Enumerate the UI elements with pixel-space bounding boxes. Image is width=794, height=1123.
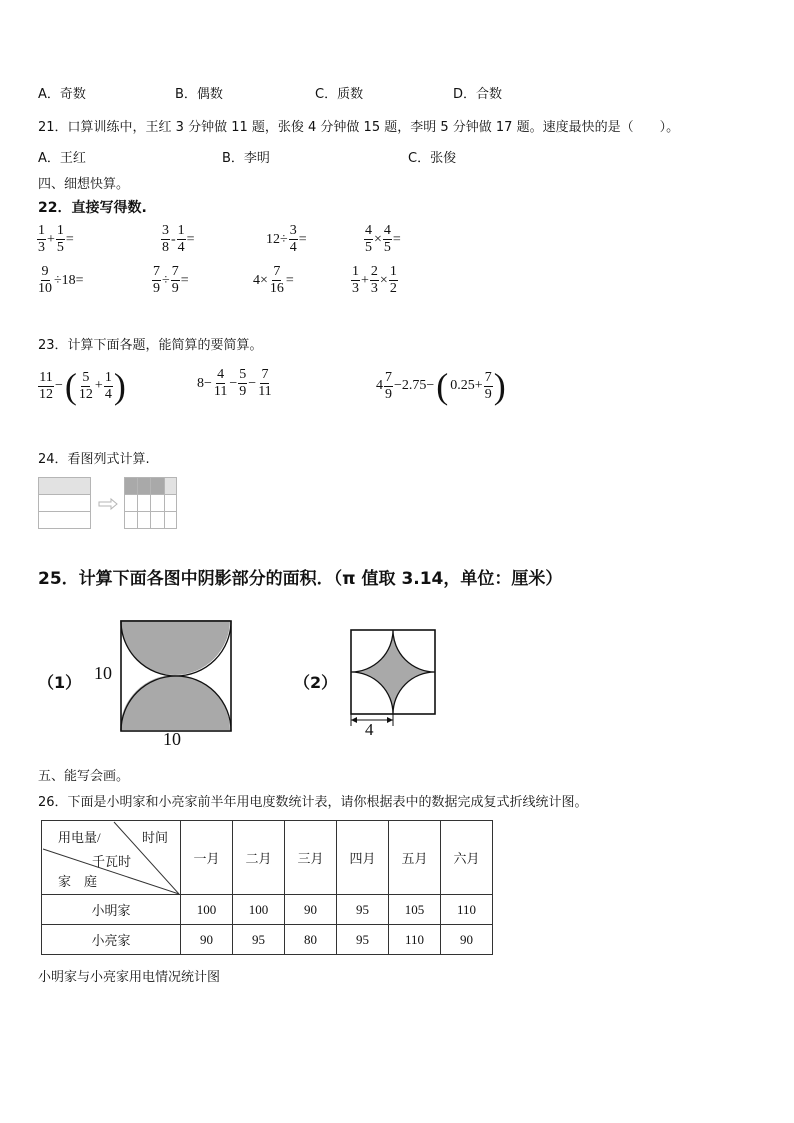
q25-title: 25．计算下面各图中阴影部分的面积．（π 值取 3.14，单位：厘米） xyxy=(38,569,563,589)
table-cell: 110 xyxy=(389,925,441,955)
q24-left-bar xyxy=(39,478,91,529)
q21-option-a: A．王红 xyxy=(38,151,86,166)
q23-expr-3: 4 $\frac{7}{9}$ −2.75− ( 0.25+ $\frac{7}{9}$ ) xyxy=(376,366,506,406)
header-bottom: 家 庭 xyxy=(58,874,98,889)
section-4-heading: 四、细想快算。 xyxy=(38,177,130,192)
header-top-left: 用电量/ xyxy=(58,830,101,845)
table-header-row xyxy=(42,821,493,895)
q22-item-1: $\frac{1}{3}$ + $\frac{1}{5}$ = xyxy=(38,223,74,255)
q22-item-3: 12÷ $\frac{3}{4}$ = xyxy=(266,223,307,255)
q23-title: 23．计算下面各题，能简算的要简算。 xyxy=(38,338,263,353)
q22-item-7: 4× $\frac{7}{16}$ = xyxy=(253,264,294,296)
month-header: 三月 xyxy=(285,821,337,895)
q22-title: 22．直接写得数. xyxy=(38,200,147,216)
q21-option-b: B．李明 xyxy=(222,151,270,166)
q20-option-b: B．偶数 xyxy=(175,87,223,102)
q22-item-2: $\frac{3}{8}$ - $\frac{1}{4}$ = xyxy=(162,223,195,255)
q22-item-8: $\frac{1}{3}$ + $\frac{2}{3}$ × $\frac{1}{2}$ xyxy=(352,264,397,296)
q21-question: 21．口算训练中，王红 3 分钟做 11 题，张俊 4 分钟做 15 题，李明 5 分钟做 17 题。速度最快的是（ ）。 xyxy=(38,120,680,135)
month-header: 四月 xyxy=(337,821,389,895)
table-cell: 95 xyxy=(337,895,389,925)
q25-figure-2 xyxy=(348,628,440,728)
row-label: 小明家 xyxy=(42,895,181,925)
table-cell: 100 xyxy=(181,895,233,925)
q20-option-c: C．质数 xyxy=(315,87,364,102)
q22-item-4: $\frac{4}{5}$ × $\frac{4}{5}$ = xyxy=(365,223,401,255)
q25-fig1-bottom-length: 10 xyxy=(163,729,181,749)
q22-item-5: $\frac{9}{10}$ ÷18= xyxy=(38,264,84,296)
table-cell: 100 xyxy=(233,895,285,925)
table-row xyxy=(42,895,493,925)
table-cell: 105 xyxy=(389,895,441,925)
electricity-table xyxy=(41,820,493,955)
table-cell: 90 xyxy=(285,895,337,925)
table-cell: 95 xyxy=(233,925,285,955)
month-header: 五月 xyxy=(389,821,441,895)
q21-option-c: C．张俊 xyxy=(408,151,457,166)
table-cell: 110 xyxy=(441,895,493,925)
q23-expr-2: 8− $\frac{4}{11}$ − $\frac{5}{9}$ − $\frac{7}{11}$ xyxy=(197,367,272,399)
q25-fig1-label: （1） xyxy=(38,673,82,692)
q25-figure-1 xyxy=(120,620,236,732)
section-5-heading: 五、能写会画。 xyxy=(38,769,130,784)
q24-title: 24．看图列式计算. xyxy=(38,452,150,467)
month-header: 六月 xyxy=(441,821,493,895)
q22-item-6: $\frac{7}{9}$ ÷ $\frac{7}{9}$ = xyxy=(153,264,189,296)
q25-fig1-side-length: 10 xyxy=(94,663,112,683)
q24-figure xyxy=(38,477,178,529)
q26-title: 26．下面是小明家和小亮家前半年用电度数统计表，请你根据表中的数据完成复式折线统计图。 xyxy=(38,795,588,810)
q24-right-grid xyxy=(125,478,177,529)
month-header: 二月 xyxy=(233,821,285,895)
q25-fig2-dimension: 4 xyxy=(365,720,374,739)
header-mid: 千瓦时 xyxy=(92,854,132,869)
month-header: 一月 xyxy=(181,821,233,895)
q20-option-a: A．奇数 xyxy=(38,87,86,102)
chart-caption: 小明家与小亮家用电情况统计图 xyxy=(38,970,221,985)
table-row xyxy=(42,925,493,955)
table-cell: 80 xyxy=(285,925,337,955)
table-cell: 90 xyxy=(181,925,233,955)
table-cell: 90 xyxy=(441,925,493,955)
row-label: 小亮家 xyxy=(42,925,181,955)
q25-fig2-label: （2） xyxy=(294,673,338,692)
q23-expr-1: $\frac{11}{12}$ − ( $\frac{5}{12}$ + $\frac{1}{4}$ ) xyxy=(39,366,126,406)
table-corner-cell xyxy=(42,821,181,895)
arrow-right-icon xyxy=(99,499,117,509)
header-top-right: 时间 xyxy=(142,830,169,845)
q20-option-d: D．合数 xyxy=(453,87,503,102)
table-cell: 95 xyxy=(337,925,389,955)
